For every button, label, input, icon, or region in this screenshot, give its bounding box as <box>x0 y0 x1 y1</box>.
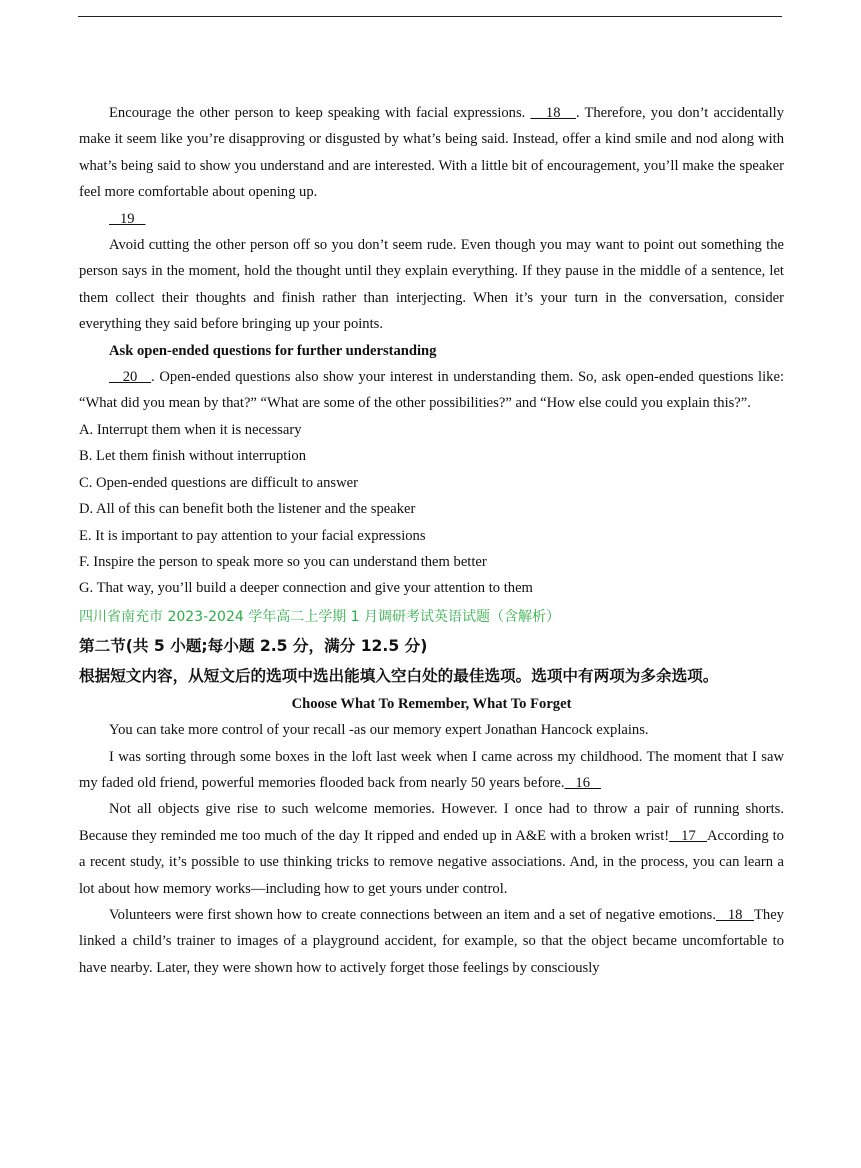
blank-16: 16 <box>564 774 601 791</box>
blank-17: 17 <box>669 827 708 844</box>
paragraph-avoid-cutting: Avoid cutting the other person off so you don’t seem rude. Even though you may want to point out something the person says in the moment, hold the thought until they explain everything. If they pause in the middle of a sentence, let them collect their thoughts and finish rather than interjecting. When it’s your turn in the conversation, consider everything they said before bringing up your points. <box>79 237 784 333</box>
option-f: F. Inspire the person to speak more so you can understand them better <box>79 553 487 570</box>
option-g: G. That way, you’ll build a deeper connection and give your attention to them <box>79 580 533 597</box>
paragraph-running-shorts <box>79 796 784 902</box>
text: I was sorting through some boxes in the loft last week when I came across my childhood. The moment that I saw my faded old friend, powerful memories flooded back from nearly 50 years before. <box>79 748 784 791</box>
section-heading-open-ended: Ask open-ended questions for further understanding <box>109 342 437 359</box>
text: . Therefore, you don’t accidentally make it seem like you’re disapproving or disgusted by what’s being said. Instead, offer a kind smile and nod along with what’s being said to show you understand and are interested. With a little bit of encouragement, you’ll make the speaker feel more comfortable about opening up. <box>79 105 785 201</box>
header-rule <box>78 16 782 17</box>
paragraph-blank-19 <box>79 206 784 232</box>
text: Volunteers were first shown how to create connections between an item and a set of negative emotions. <box>109 906 717 923</box>
source-line: 四川省南充市 2023-2024 学年高二上学期 1 月调研考试英语试题（含解析） <box>79 608 561 625</box>
text: According to a recent study, it’s possible to use thinking tricks to remove negative associations. And, in the process, you can learn a lot about how memory works—including how to get yours under control. <box>79 827 784 897</box>
paragraph-volunteers <box>79 902 784 981</box>
text: . Open-ended questions also show your interest in understanding them. So, ask open-ended questions like: “What did you mean by that?” “What are some of the other possibilities?” and “How else could you explain this?”. <box>79 369 784 412</box>
instructions: 根据短文内容，从短文后的选项中选出能填入空白处的最佳选项。选项中有两项为多余选项。 <box>79 666 719 685</box>
text: They linked a child’s trainer to images of a playground accident, for example, so that the object became uncomfortable to have nearby. Later, they were shown how to actively forget those feelings by consciously <box>79 906 784 976</box>
blank-18: 18 <box>530 105 576 121</box>
text: Not all objects give rise to such welcome memories. However. I once had to throw a pair of running shorts. Because they reminded me too much of the day It ripped and ended up in A&E with a broken wrist! <box>79 801 784 844</box>
paragraph-facial-expressions <box>79 100 784 206</box>
option-b: B. Let them finish without interruption <box>79 448 306 465</box>
section-title: 第二节(共 5 小题;每小题 2.5 分，满分 12.5 分) <box>79 636 428 655</box>
paragraph-open-ended <box>79 364 784 417</box>
document-body <box>79 100 784 981</box>
paragraph-loft <box>79 744 784 797</box>
text: Encourage the other person to keep speaking with facial expressions. <box>109 105 531 121</box>
option-d: D. All of this can benefit both the listener and the speaker <box>79 501 416 518</box>
passage-title: Choose What To Remember, What To Forget <box>291 695 572 712</box>
option-a: A. Interrupt them when it is necessary <box>79 421 302 438</box>
blank-18-second: 18 <box>716 906 754 923</box>
blank-20: 20 <box>109 369 152 386</box>
option-c: C. Open-ended questions are difficult to answer <box>79 474 358 491</box>
blank-19: 19 <box>109 210 146 227</box>
option-e: E. It is important to pay attention to your facial expressions <box>79 527 426 544</box>
paragraph-recall: You can take more control of your recall -as our memory expert Jonathan Hancock explains. <box>109 722 649 739</box>
